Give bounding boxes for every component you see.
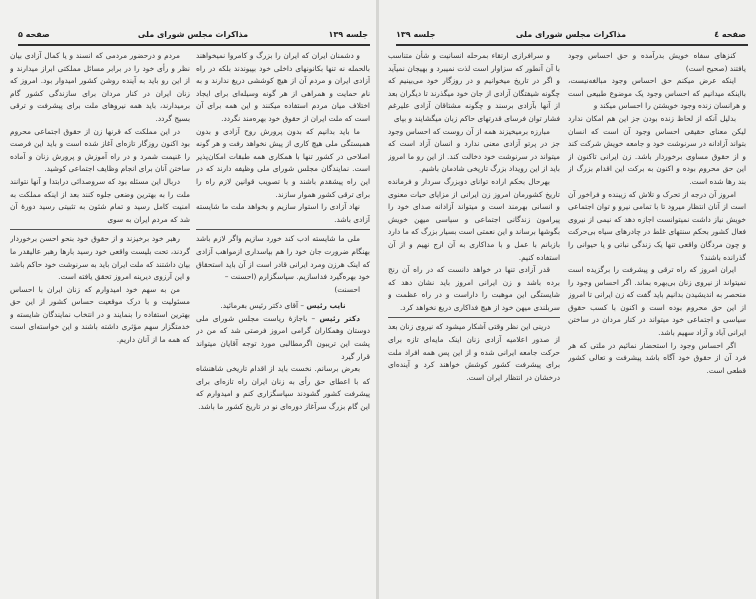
paragraph: قدر آزادی تنها در خواهد دانست که در راه آن رنج برده باشد و زن ایرانی امروز باید نشان دهد که شایستگی این موهبت را داراست و در راه عظمت و سربلندی میهن خود از هیچ فداکاری دریغ نخواهد کرد. xyxy=(388,265,560,312)
text-column-right xyxy=(196,50,370,591)
text-column-left xyxy=(10,50,190,591)
speaker-line xyxy=(196,300,370,313)
book-gutter xyxy=(376,0,379,599)
page-number: صفحه ۵ xyxy=(18,30,50,39)
right-page xyxy=(378,0,756,599)
paragraph: نهاد آزادی را استوار سازیم و بخواهد ملت ما شایسته آزادی باشد. xyxy=(196,202,370,224)
paragraph: مبارزه برمیخیزند همه از آن روست که احساس وجود جز در پرتو آزادی معنی ندارد و انسان آزاد است که میتواند در سرنوشت خود دخالت کند. از این رو ما امروز باید از این رویداد بزرگ تاریخی شادمان باشیم. xyxy=(388,126,560,174)
paragraph: مردم و درحضور مردمی که انسند و یا کمال آزادی بیان نظر و رأی خود را در برابر مسائل مملکتی ابراز میدارند و از این رو باید به آینده روشن کشور امیدوار بود. امروز که زنان ایران در کنار مردان برای سازندگی کشور گام برمیدارند، باید همه نیروهای ملت برای پیشرفت و ترقی بسیج گردد. xyxy=(10,51,190,123)
page-header xyxy=(396,30,746,42)
paragraph: اگر احساس وجود را استحضار نمائیم در ملتی که هر فرد آن از حقوق خود آگاه باشد پیشرفت و تعالی کشور قطعی است. xyxy=(568,340,746,375)
paragraph: ما باید بدانیم که بدون پرورش روح آزادی و بدون همبستگی ملی هیچ کاری از پیش نخواهد رفت و هر گونه اصلاحی در کشور تنها با همکاری همه طبقات امکان‌پذیر است. نمایندگان مجلس شورای ملی وظیفه دارند که در این راه پیشقدم باشند و با تصویب قوانین لازم راه را برای ترقی کشور هموار سازند. xyxy=(196,126,370,199)
paragraph: بدلیل آنکه از لحاظ زنده بودن جز این هم امکان ندارد لیکن معنای حقیقی احساس وجود آن است که انسان بتواند آزادانه در سرنوشت خود و جامعه خویش شرکت کند و از حقوق مساوی برخوردار باشد. زن ایرانی تاکنون از این حق محروم بوده و اکنون به برکت این اقدام بزرگ از بند رها شده است. xyxy=(568,113,746,186)
session-number: جلسه ۱۳۹ xyxy=(328,30,368,39)
paragraph: ایران امروز که راه ترقی و پیشرفت را برگزیده است نمیتواند از نیروی زنان بی‌بهره بماند. اگر احساس وجود را منحصر به اندیشیدن بدانیم باید گفت که زن ایرانی تا امروز از این حق محروم بوده است و اکنون با کسب حقوق سیاسی و اجتماعی خود میتواند در کنار مردان در ساختن ایرانی آباد و آزاد سهیم باشد. xyxy=(568,265,746,338)
paragraph: دربال این مسئله بود که سروصدائی درابتدا و آنها نتوانند ملت را به بهترین وضعی جلوه کنند بعد از اینکه مملکت به امنیت کامل رسید و تمام شئون به تثبیتی رسید دورهٔ آن شد که مردم ایران به سوی xyxy=(10,176,190,224)
paragraph: و دشمنان ایران که ایران را بزرگ و کامروا نمیخواهند بالحمله نه تنها بکانونهای داخلی خود بپیوندند بلکه در راه آزادی ایران و مردم آن از هیچ کوششی دریغ ندارند و به نام حمایت و همراهی از هر گونه وسیله‌ای برای ایجاد اختلاف میان مردم استفاده میکنند و این همه برای آن است که ملت ایران از حقوق خود بهره‌مند نگردد. xyxy=(196,51,370,123)
speaker-text: – آقای دکتر رئیس بفرمائید. xyxy=(220,301,307,311)
speaker-name: نایب رئیس xyxy=(306,301,346,311)
paragraph: بعرض برسانم. نخست باید از اقدام تاریخی شاهنشاه که با اعطای حق رأی به زنان ایران راه تازه‌ای برای پیشرفت کشور گشودند سپاسگزاری کنم و امیدوارم که این گام بزرگ سرآغاز دوره‌ای نو در تاریخ کشور ما باشد. xyxy=(196,364,370,412)
applause-note: احسنت) xyxy=(334,284,360,294)
paragraph: اینکه عرض میکنم حق احساس وجود مبالغه‌نیست، بااینکه میدانیم که احساس وجود یک موضوع طبیعی است و هرانسان زنده وجود خویشتن را احساس میکند و xyxy=(568,76,746,111)
divider xyxy=(10,229,190,230)
paragraph: بهرحال بحکم اراده توانای دوبزرگ سردار و فرمانده تاریخ کشورمان امروز زن ایرانی از مزایای حیات معنوی و انسانی بهرمند است و میتواند آزادانه صدای خود را پیرامون زندگانی اجتماعی و سیاسی میهن خویش بگوشها برساند و این نعمتی است بسیار بزرگ که ما دارد بازبانم با عمل و با مداکاری به آن ارج نهیم و از آن استفاده کنیم. xyxy=(388,176,560,262)
paragraph: امروز آن درجه از تحرک و تلاش که زیبنده و فراخور آن است از آنان انتظار میرود تا با تمامی نیرو و توان اجتماعی خویش نیاز داشت نمیتوانست اجازه دهد که نیمی از نیروی فعال کشور بحکم سنتهای غلط در چادرهای سیاه بی‌حرکت و چون مردگان واقعی تنها یک زندگی نباتی و یا حیوانی را گذرانده باشند؟ xyxy=(568,189,746,262)
running-title: مذاکرات مجلس شورای ملی xyxy=(137,30,249,39)
text-column-left xyxy=(388,50,560,591)
page-number: صفحه ٤ xyxy=(714,30,746,39)
header-rule xyxy=(396,44,748,46)
divider xyxy=(196,229,370,230)
speaker-line xyxy=(196,313,370,363)
page-header xyxy=(18,30,368,42)
speaker-text: – باجازهٔ ریاست مجلس شورای ملی دوستان وهمکاران گرامی امروز فرصتی شد که من در پشت این تریبون اگرمطالبی مورد توجه آقایان میتواند قرار گیرد xyxy=(196,313,370,361)
text-column-right xyxy=(568,50,746,591)
running-title: مذاکرات مجلس شورای ملی xyxy=(515,30,627,39)
paragraph: من به سهم خود امیدوارم که زنان ایران با احساس مسئولیت و با درک موقعیت حساس کشور از این حق بهترین استفاده را بنمایند و در انتخاب نمایندگان شایسته و خدمتگزار سهم مؤثری داشته باشند و این خواسته‌ای است که همه ما از آنان داریم. xyxy=(10,284,190,345)
paragraph: رهبر خود برخیزند و از حقوق خود بنحو احسن برخوردار گردند، تحت بلیست واقعی خود رسید بارها رهبر عالیقدر ما بیان داشتند که ملت ایران باید به سرنوشت خود حاکم باشد و این آرزوی دیرینه امروز تحقق یافته است. xyxy=(10,234,190,282)
paragraph: کنزهای سفاه خویش بدرآمده و حق احساس وجود یافتند (صحیح است) xyxy=(568,51,746,73)
divider xyxy=(388,317,560,318)
paragraph: در این مملکت که قرنها زن از حقوق اجتماعی محروم بود اکنون روزگار تازه‌ای آغاز شده است و باید این فرصت را غنیمت شمرد و در راه آموزش و پرورش زنان و آماده ساختن آنان برای انجام وظایف اجتماعی کوشید. xyxy=(10,126,190,174)
paragraph: ملی ما شایسته ادب کند خورد سازیم واگر لازم باشد بهنگام ضرورت جان خود را هم بپاسداری ازمواهب آزادی که اینک هرزن ومرد ایرانی قادر است از آن باید استحقاق خود بهره‌گیرد فداسازیم. سپاسگزارم (احسنت – xyxy=(196,234,370,282)
speaker-name: دکتر رئیس xyxy=(319,313,360,323)
paragraph: و سرافرازی ارتقاء بمرحله انسانیت و شأن متناسب با آن آنطور که سزاوار است لذت نمیبرد و بهیجان نمیآید و اگر در تاریخ میخوانیم و در روزگار خود می‌بینیم که چگونه شیفتگان آزادی از جان خود میگذرند تا دیگران بعد از آنها بآزادی برسند و چگونه مشتاقان آزادی علیرغم فشار توان فرسای قدرتهای حاکم زبان میگشایند و بپای xyxy=(388,51,560,123)
session-number: جلسه ۱۳۹ xyxy=(396,30,436,39)
paragraph: درینی این نظر وقتی آشکار میشود که نیروی زنان بعد از صدور اعلامیه آزادی زنان اینک مایه‌ای تازه برای حرکت جامعه ایرانی شده و از این پس همه افراد ملت برای پیشرفت کشور کوشش خواهند کرد و آینده‌ای درخشان در انتظار ایران است. xyxy=(388,322,560,382)
header-rule xyxy=(18,44,370,46)
